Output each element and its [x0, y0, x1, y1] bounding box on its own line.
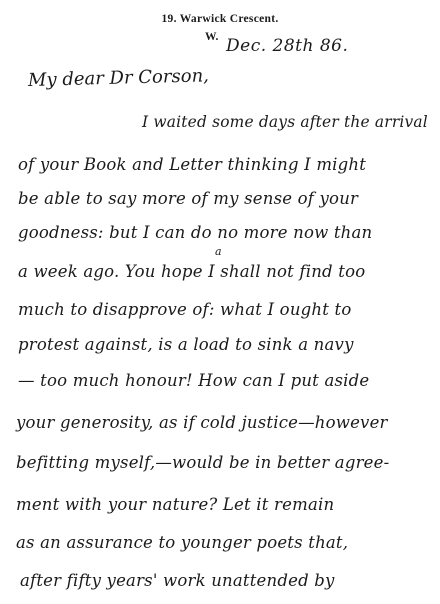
- letter-line-10: befitting myself,—would be in better agree-: [16, 453, 390, 472]
- insertion-mark: a: [215, 245, 222, 258]
- letter-line-12: as an assurance to younger poets that,: [16, 533, 349, 552]
- letter-line-2: of your Book and Letter thinking I might: [18, 155, 367, 174]
- letter-line-1: I waited some days after the arrival: [142, 112, 428, 131]
- letter-line-8: — too much honour! How can I put aside: [18, 371, 370, 390]
- letter-line-5: a week ago. You hope I shall not find too: [18, 262, 366, 281]
- letter-line-9: your generosity, as if cold justice—however: [16, 413, 388, 432]
- letter-salutation: My dear Dr Corson,: [27, 65, 210, 91]
- letter-line-6: much to disapprove of: what I ought to: [18, 300, 352, 319]
- letter-date: Dec. 28th 86.: [226, 36, 349, 56]
- letter-line-3: be able to say more of my sense of your: [18, 189, 359, 208]
- letterhead-address: 19. Warwick Crescent.: [161, 13, 279, 25]
- letter-line-7: protest against, is a load to sink a navy: [18, 335, 354, 354]
- letter-line-13: after fifty years' work unattended by: [20, 571, 335, 590]
- letter-line-11: ment with your nature? Let it remain: [16, 495, 335, 514]
- letterhead-district: W.: [205, 31, 219, 43]
- letter-line-4: goodness: but I can do no more now than: [18, 223, 373, 242]
